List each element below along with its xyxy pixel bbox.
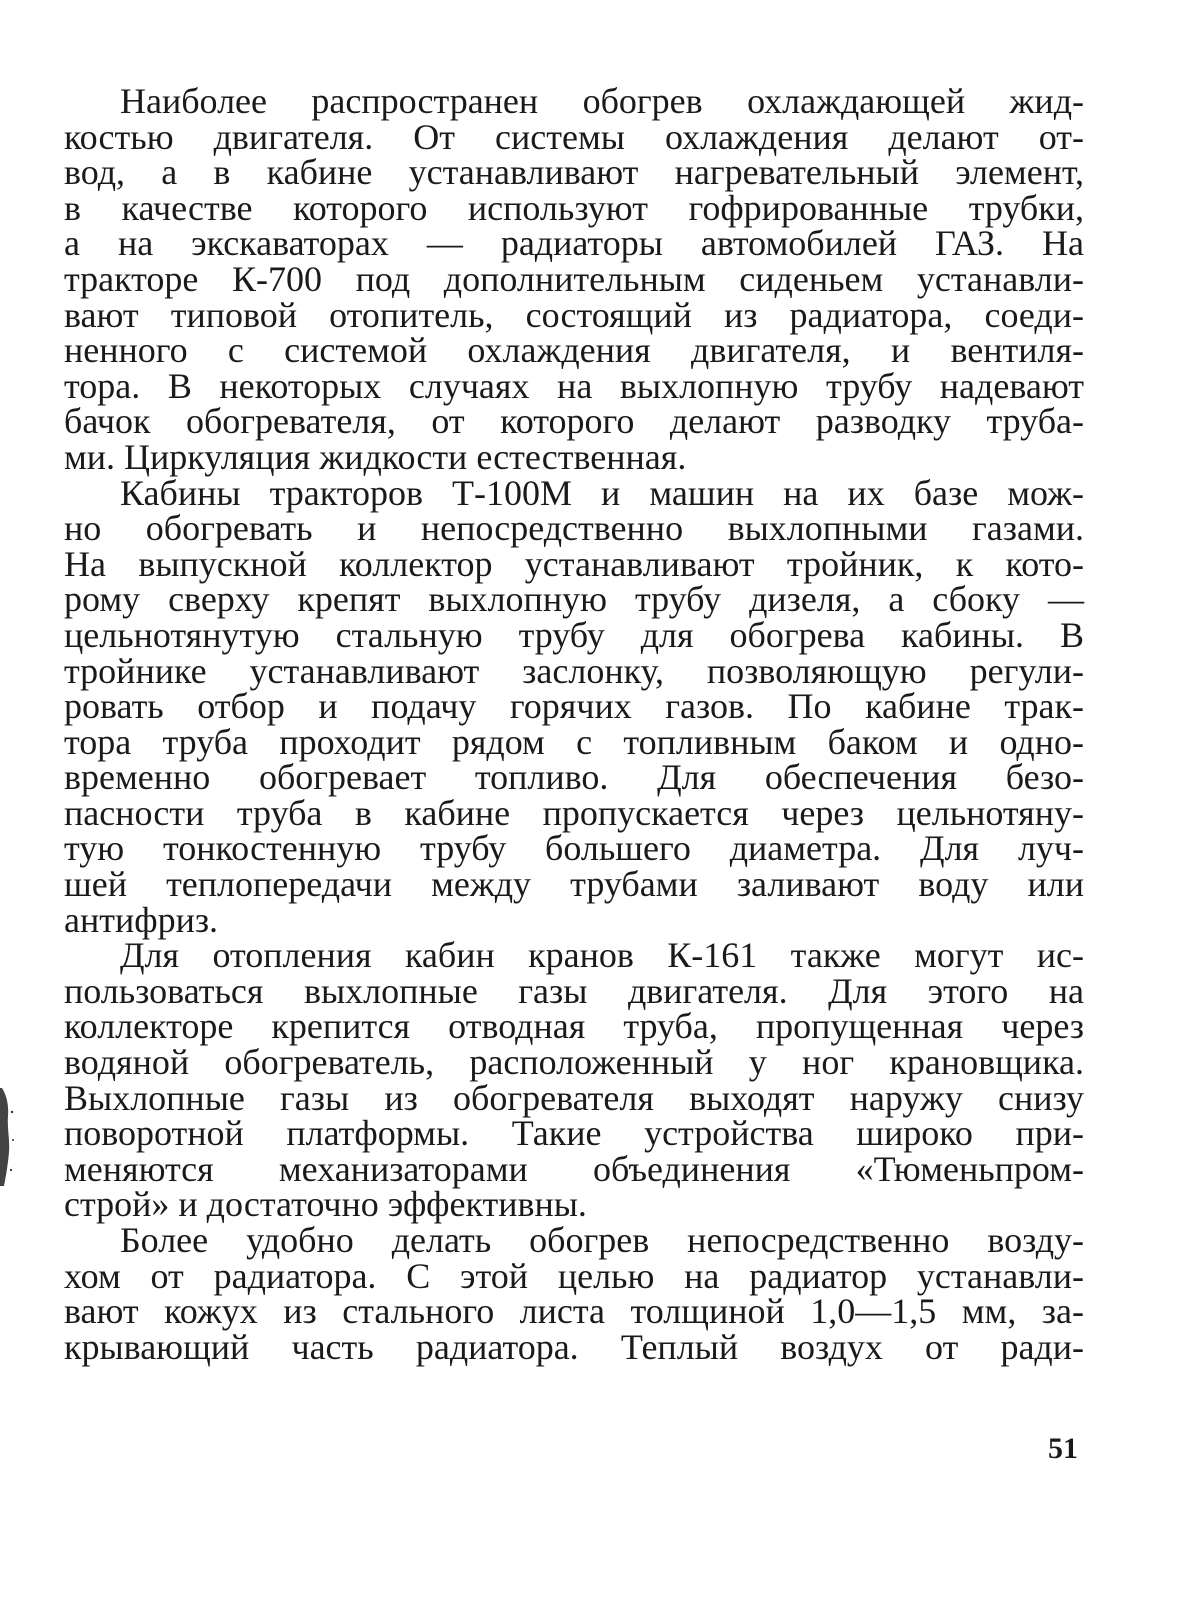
text-line: ненного с системой охлаждения двигателя, и вентиля-: [64, 330, 1084, 371]
text-line: водяной обогреватель, расположенный у ног крановщика.: [64, 1042, 1084, 1083]
text-line: антифриз.: [64, 899, 219, 940]
text-line: а на экскаваторах — радиаторы автомобилей ГАЗ. На: [64, 223, 1084, 264]
text-line: но обогревать и непосредственно выхлопными газами.: [64, 508, 1084, 549]
text-line: тракторе К-700 под дополнительным сиденьем устанавли-: [64, 258, 1084, 299]
text-line: строй» и достаточно эффективны.: [64, 1184, 587, 1225]
text-line: Выхлопные газы из обогревателя выходят наружу снизу: [64, 1077, 1084, 1118]
paragraph-1: [64, 81, 1084, 477]
text-line: вают кожух из стального листа толщиной 1,0—1,5 мм, за-: [64, 1291, 1084, 1332]
text-line: бачок обогревателя, от которого делают разводку труба-: [64, 401, 1084, 442]
text-line: Кабины тракторов Т-100М и машин на их базе мож-: [120, 472, 1084, 513]
text-line: тора. В некоторых случаях на выхлопную трубу надевают: [64, 365, 1084, 406]
page-number: 51: [1048, 1432, 1078, 1465]
text-line: пасности труба в кабине пропускается через цельнотяну-: [64, 792, 1084, 833]
text-line: Более удобно делать обогрев непосредственно возду-: [120, 1220, 1084, 1260]
text-line: вают типовой отопитель, состоящий из радиатора, соеди-: [64, 294, 1084, 335]
text-line: вод, а в кабине устанавливают нагревательный элемент,: [64, 152, 1084, 193]
text-line: цельнотянутую стальную трубу для обогрева кабины. В: [64, 614, 1084, 655]
paragraph-2: [64, 472, 1084, 940]
paragraph-3: [64, 935, 1084, 1225]
paragraph-4: [64, 1220, 1084, 1367]
text-line: костью двигателя. От системы охлаждения делают от-: [64, 116, 1084, 157]
text-line: ми. Циркуляция жидкости естественная.: [64, 436, 687, 477]
text-line: меняются механизаторами объединения «Тюменьпром-: [64, 1148, 1084, 1189]
text-line: тора труба проходит рядом с топливным баком и одно-: [64, 721, 1084, 762]
text-line: хом от радиатора. С этой целью на радиатор устанавли-: [64, 1255, 1084, 1296]
text-line: крывающий часть радиатора. Теплый воздух от ради-: [64, 1326, 1084, 1367]
text-line: ровать отбор и подачу горячих газов. По кабине трак-: [64, 686, 1084, 727]
text-line: в качестве которого используют гофрированные трубки,: [64, 187, 1084, 228]
text-line: коллекторе крепится отводная труба, пропущенная через: [64, 1006, 1084, 1047]
text-line: поворотной платформы. Такие устройства широко при-: [64, 1113, 1084, 1154]
text-line: тройнике устанавливают заслонку, позволяющую регули-: [64, 650, 1084, 691]
text-line: тую тонкостенную трубу большего диаметра. Для луч-: [64, 828, 1084, 869]
text-line: пользоваться выхлопные газы двигателя. Для этого на: [64, 970, 1084, 1011]
text-line: временно обогревает топливо. Для обеспечения безо-: [64, 757, 1084, 798]
text-line: Наиболее распространен обогрев охлаждающей жид-: [120, 81, 1084, 121]
text-line: На выпускной коллектор устанавливают тройник, к кото-: [64, 543, 1084, 584]
page-body: [64, 81, 1084, 1367]
text-line: рому сверху крепят выхлопную трубу дизеля, а сбоку —: [64, 579, 1084, 620]
text-line: Для отопления кабин кранов К-161 также могут ис-: [120, 935, 1084, 976]
text-line: шей теплопередачи между трубами заливают воду или: [64, 864, 1084, 905]
scan-edge-smudge: [0, 1082, 16, 1192]
